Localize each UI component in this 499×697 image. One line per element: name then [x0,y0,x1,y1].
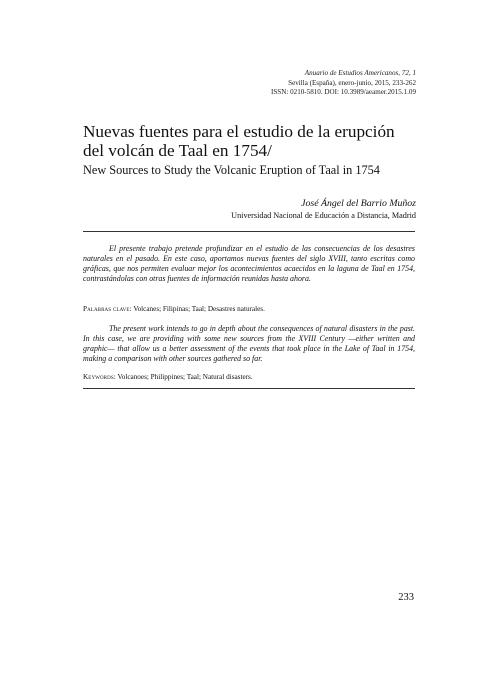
page-number: 233 [398,592,414,603]
article-title-spanish [83,123,423,160]
author-name: José Ángel del Barrio Muñoz [301,198,416,209]
journal-header [156,69,416,98]
keywords-list-spanish: Volcanes; Filipinas; Taal; Desastres naturales. [133,305,265,313]
abstract-spanish: El presente trabajo pretende profundizar en el estudio de las consecuencias de los desastres naturales en el pasado. En este caso, aportamos nuevas fuentes del siglo XVIII, tanto escritas como gráficas, que nos permiten evaluar mejor los acontecimientos acaecidos en la laguna de Taal en 1754, contrastándolas con otras fuentes de información reunidas hasta ahora. [83,244,415,284]
title-line-2: del volcán de Taal en 1754/ [83,140,272,160]
keywords-label-english: Keywords: [83,373,116,381]
keywords-list-english: Volcanoes; Philippines; Taal; Natural disasters. [117,373,253,381]
author-affiliation: Universidad Nacional de Educación a Distancia, Madrid [231,211,416,220]
keywords-spanish [83,305,415,315]
journal-name: Anuario de Estudios Americanos, 72, 1 [304,69,416,77]
article-title-english: New Sources to Study the Volcanic Eruption of Taal in 1754 [83,163,380,177]
abstract-english: The present work intends to go in depth about the consequences of natural disasters in the past. In this case, we are providing with some new sources from the XVIII Century —either written and graphic— that allow us a better assessment of the events that took place in the Lake of Taal in 1754, making a comparison with other sources gathered so far. [83,324,415,364]
keywords-label-spanish: Palabras clave: [83,305,132,313]
divider-top [83,231,415,232]
keywords-english [83,373,415,383]
divider-bottom [83,388,415,389]
journal-issn-doi: ISSN: 0210-5810. DOI: 10.3989/aeamer.2015.1.09 [270,88,416,97]
journal-location: Sevilla (España), enero-junio, 2015, 233-262 [288,78,416,87]
title-line-1: Nuevas fuentes para el estudio de la erupción [83,122,395,141]
